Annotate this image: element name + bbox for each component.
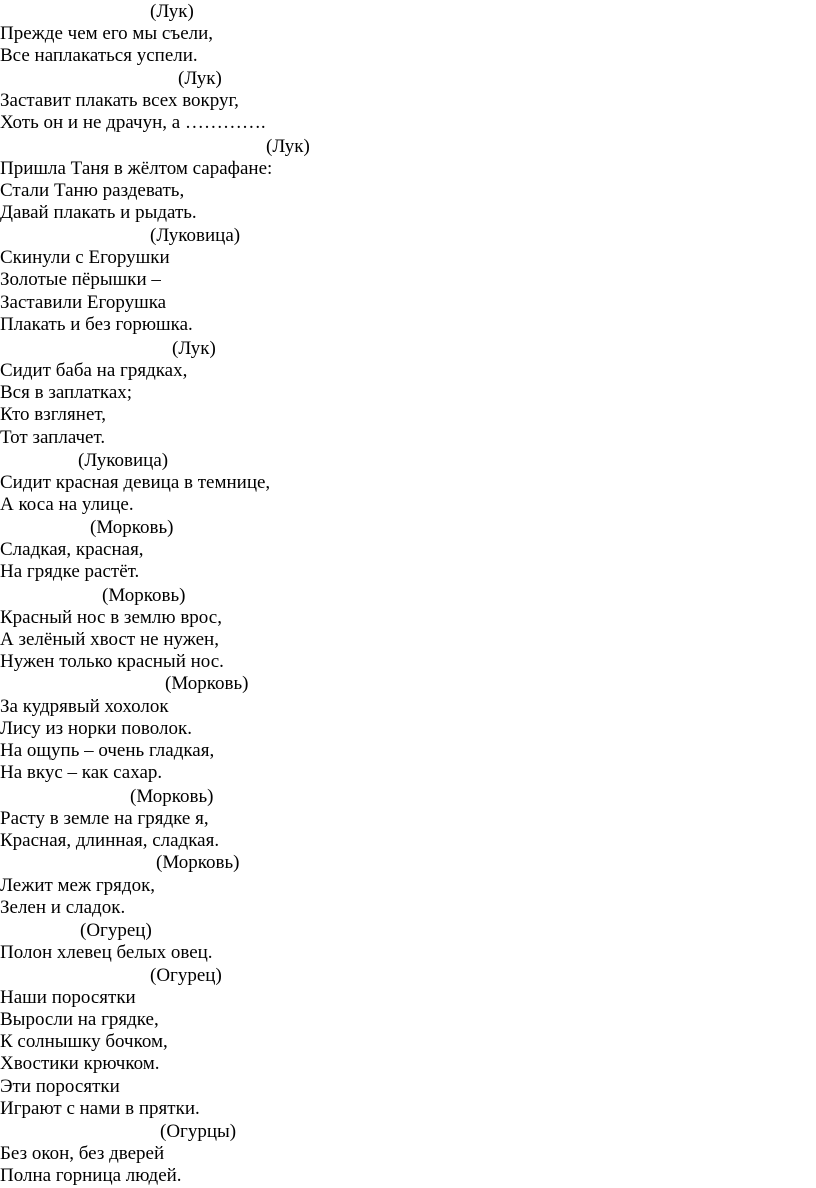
riddle-line: Стали Таню раздевать, <box>0 180 185 201</box>
riddle-line: Вся в заплатках; <box>0 382 133 403</box>
riddle-answer: (Огурец) <box>150 965 222 986</box>
riddle-line: Хоть он и не драчун, а …………. <box>0 112 266 133</box>
riddle-line: Золотые пёрышки – <box>0 269 161 290</box>
riddle-line: Давай плакать и рыдать. <box>0 202 197 223</box>
riddle-line: Все наплакаться успели. <box>0 45 198 66</box>
riddle-line: Заставили Егорушка <box>0 292 167 313</box>
riddle-line: Пришла Таня в жёлтом сарафане: <box>0 158 273 179</box>
riddle-answer: (Морковь) <box>130 786 214 807</box>
riddle-line: Красный нос в землю врос, <box>0 607 222 628</box>
riddle-line: Сидит красная девица в темнице, <box>0 472 271 493</box>
riddle-line: А коса на улице. <box>0 494 134 515</box>
riddle-line: К солнышку бочком, <box>0 1031 168 1052</box>
riddle-line: За кудрявый хохолок <box>0 696 169 717</box>
riddle-answer: (Морковь) <box>156 852 240 873</box>
riddle-line: А зелёный хвост не нужен, <box>0 629 219 650</box>
riddle-line: Играют с нами в прятки. <box>0 1098 200 1119</box>
riddle-answer: (Лук) <box>178 68 222 89</box>
riddle-line: Наши поросятки <box>0 987 136 1008</box>
riddle-answer: (Огурец) <box>80 920 152 941</box>
riddle-line: Полна горница людей. <box>0 1165 182 1186</box>
riddle-answer: (Морковь) <box>165 673 249 694</box>
riddle-line: Расту в земле на грядке я, <box>0 808 209 829</box>
riddle-line: Скинули с Егорушки <box>0 247 170 268</box>
riddle-answer: (Лук) <box>150 1 194 22</box>
riddle-line: Нужен только красный нос. <box>0 651 224 672</box>
riddle-line: На грядке растёт. <box>0 561 140 582</box>
riddle-line: Заставит плакать всех вокруг, <box>0 90 239 111</box>
riddle-line: Лежит меж грядок, <box>0 875 156 896</box>
riddle-line: Сладкая, красная, <box>0 539 144 560</box>
riddle-line: Выросли на грядке, <box>0 1009 159 1030</box>
riddle-answer: (Морковь) <box>90 517 174 538</box>
riddle-line: Зелен и сладок. <box>0 897 126 918</box>
riddle-answer: (Луковица) <box>150 225 241 246</box>
riddle-line: Без окон, без дверей <box>0 1143 165 1164</box>
riddle-answer: (Лук) <box>172 338 216 359</box>
riddle-line: Хвостики крючком. <box>0 1053 160 1074</box>
riddle-line: Прежде чем его мы съели, <box>0 23 214 44</box>
riddle-line: Лису из норки поволок. <box>0 718 192 739</box>
riddle-line: Эти поросятки <box>0 1076 120 1097</box>
riddle-line: Красная, длинная, сладкая. <box>0 830 220 851</box>
riddle-answer: (Лук) <box>266 136 310 157</box>
riddle-line: Плакать и без горюшка. <box>0 314 193 335</box>
riddle-line: На вкус – как сахар. <box>0 762 163 783</box>
riddle-line: Сидит баба на грядках, <box>0 360 188 381</box>
riddle-line: Тот заплачет. <box>0 427 106 448</box>
riddle-line: Кто взглянет, <box>0 404 107 425</box>
riddle-answer: (Луковица) <box>78 450 169 471</box>
riddle-answer: (Морковь) <box>102 585 186 606</box>
riddle-line: На ощупь – очень гладкая, <box>0 740 215 761</box>
riddle-line: Полон хлевец белых овец. <box>0 942 213 963</box>
riddle-answer: (Огурцы) <box>160 1121 237 1142</box>
